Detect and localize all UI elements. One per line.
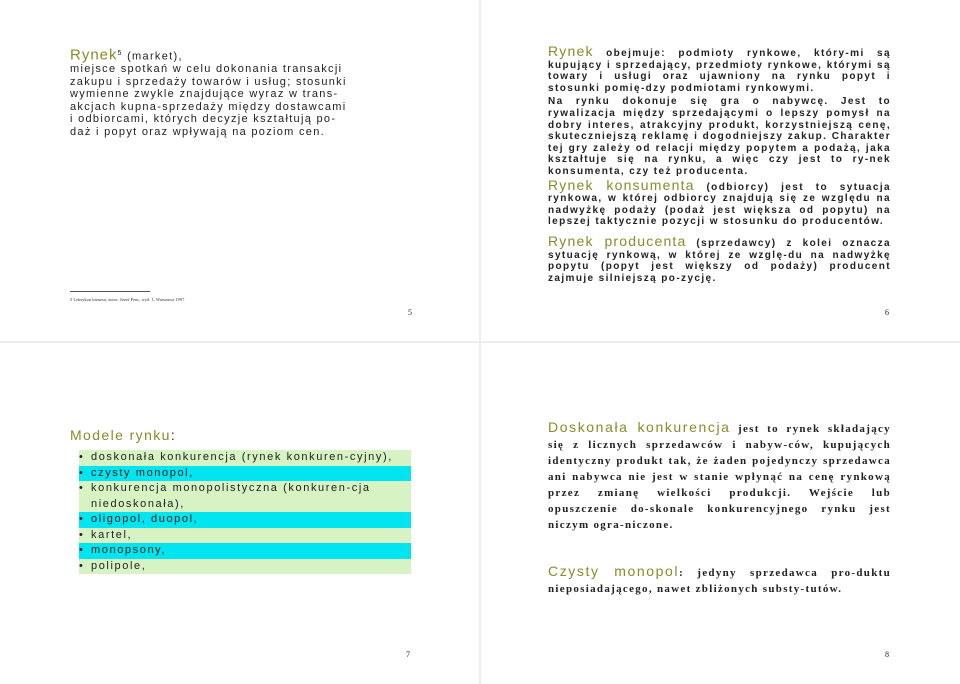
page-number: 5 <box>408 308 412 317</box>
footnote-number: 5 <box>70 297 73 302</box>
page-number: 6 <box>885 308 889 317</box>
list-item <box>79 559 411 575</box>
market-definition <box>70 48 412 138</box>
heading-czysty-monopol: Czysty monopol <box>548 563 680 579</box>
list-item <box>79 481 411 512</box>
list-item-text: monopsony, <box>91 544 167 556</box>
bullet-icon: • <box>79 544 85 556</box>
def-line: miejsce spotkań w celu dokonania transakcji <box>70 63 343 76</box>
paragraph-text: (sprzedawcy) z kolei oznacza sytuację rynkową, w której ze wzglę-du na nadwyżkę popytu (popyt jest większy od podaży) producent zajmuje silniejszą po-zycję. <box>548 237 891 284</box>
bullet-icon: • <box>79 528 85 541</box>
title-text: Modele rynku <box>70 427 171 443</box>
list-item-text: polipole, <box>91 559 147 572</box>
footnote <box>70 297 184 302</box>
list-item <box>79 543 411 559</box>
page-number: 8 <box>885 650 889 659</box>
def-line: akcjach kupna-sprzedaży między dostawcami <box>70 100 347 113</box>
list-item-text: konkurencja monopolistyczna (konkuren-cja niedoskonała), <box>91 482 371 510</box>
paragraph-producer <box>548 232 891 284</box>
slide-5 <box>0 0 479 341</box>
heading-rynek-konsumenta: Rynek konsumenta <box>548 176 695 193</box>
slide-7 <box>0 343 479 684</box>
bullet-icon: • <box>79 559 85 572</box>
market-text <box>548 43 891 292</box>
page-number: 7 <box>406 650 410 659</box>
pure-monopoly <box>548 563 891 597</box>
bullet-icon: • <box>79 482 85 494</box>
footnote-ref: 5 <box>117 50 123 57</box>
list-item-text: kartel, <box>91 528 133 541</box>
paragraph-game: Na rynku dokonuje się gra o nabywcę. Jest to rywalizacja między sprzedającymi o lepszy pomysł na dobry interes, atrakcyjny produkt, korzystniejszą cenę, skuteczniejszą reklamę i dogodniejszy zakup. Charakter tej gry zależy od relacji między popytem a podażą, jaka kształtuje się na rynku, a więc czy jest to ry-nek konsumenta, czy też producenta. <box>548 96 891 177</box>
def-line: i odbiorcami, których decyzje kształtują po- <box>70 113 337 126</box>
list-item <box>79 466 411 482</box>
list-item-text: oligopol, duopol, <box>91 513 199 525</box>
paragraph-text: jest to rynek składający się z licznych sprzedawców i nabyw-ców, kupujących identyczny produkt tak, że żaden pojedynczy sprzedawca ani nabywca nie jest w stanie wpłynąć na cenę rynkową przez zmianę wielkości produkcji. Wejście lub opuszczenie do-skonale konkurencyjnego rynku jest niczym ogra-niczone. <box>548 423 891 531</box>
list-item <box>79 450 411 466</box>
paragraph-text: obejmuje: podmioty rynkowe, który-mi są kupujący i sprzedający, przedmioty rynkowe, którymi są towary i usługi oraz ujawniony na rynku popyt i stosunki pomię-dzy podmiotami rynkowymi. <box>548 48 891 94</box>
def-line: (market), <box>127 50 183 63</box>
def-line: daż i popyt oraz wpływają na poziom cen. <box>70 125 325 138</box>
slide-6 <box>481 0 960 341</box>
list-item-text: czysty monopol, <box>91 466 194 479</box>
bullet-icon: • <box>79 451 85 463</box>
footnote-text: Leksykon biznesu, autor: Józef Penc, wyd. 1, Warszawa 1997 <box>73 297 185 302</box>
slide-5-title: Rynek <box>70 46 118 64</box>
slide-8 <box>481 343 960 684</box>
bullet-icon: • <box>79 466 85 479</box>
title-colon: : <box>170 427 177 443</box>
list-item <box>79 512 411 528</box>
list-item-text: doskonała konkurencja (rynek konkuren-cyjny), <box>91 451 393 463</box>
slide-7-title <box>70 427 176 443</box>
market-models-list <box>79 450 411 574</box>
heading-rynek: Rynek <box>548 43 594 59</box>
paragraph-consumer <box>548 176 891 228</box>
paragraph-text: (odbiorcy) jest to sytuacja rynkowa, w której odbiorcy znajdują się ze względu na nadwyżkę podaży (podaż jest większa od popytu) na lepszej taktycznie pozycji w stosunku do producentów. <box>548 181 891 228</box>
heading-doskonala-konkurencja: Doskonała konkurencja <box>548 419 731 435</box>
heading-rynek-producenta: Rynek producenta <box>548 232 687 249</box>
def-line: zakupu i sprzedaży towarów i usług; stosunki <box>70 75 347 88</box>
paragraph-text: : jedyny sprzedawca pro-duktu nieposiadającego, nawet zbliżonych substy-tutów. <box>548 567 891 595</box>
footnote-divider <box>70 291 150 292</box>
list-item <box>79 528 411 544</box>
perfect-competition <box>548 419 891 533</box>
bullet-icon: • <box>79 513 85 525</box>
def-line: wymienne zwykle znajdujące wyraz w trans- <box>70 88 339 101</box>
paragraph-market <box>548 43 891 94</box>
